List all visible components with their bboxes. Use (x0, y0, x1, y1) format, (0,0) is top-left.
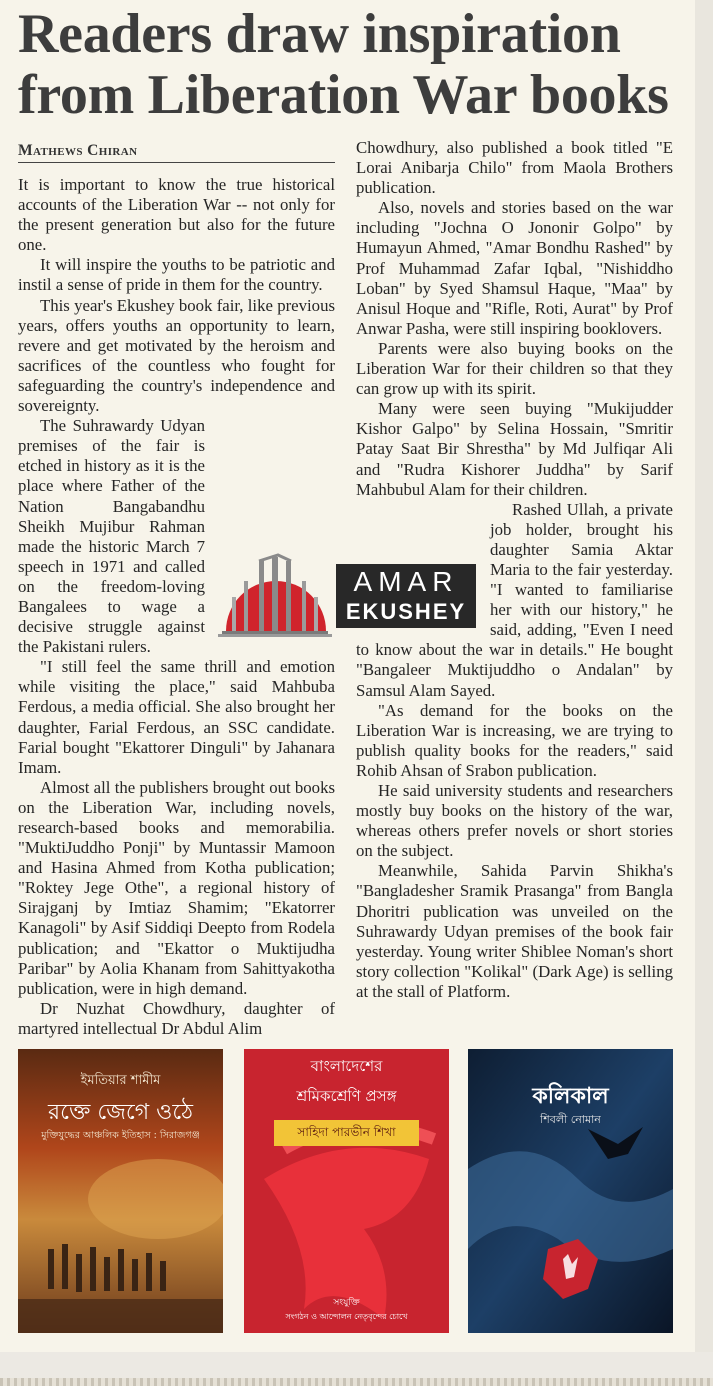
page-bottom-margin (0, 1352, 713, 1386)
cover2-title-line1: বাংলাদেশের (310, 1057, 383, 1075)
book-cover-rokte-jege-othe (18, 1049, 223, 1333)
logo-text-box (336, 564, 476, 628)
paragraph: Chowdhury, also published a book titled "E Lorai Anibarja Chilo" from Maola Brothers publication. (356, 138, 673, 198)
paragraph: This year's Ekushey book fair, like previous years, offers youths an opportunity to learn, revere and get motivated by the heroism and sacrifices of the countless who fought for safeguarding the country's independence and sovereignty. (18, 295, 335, 416)
paragraph: Also, novels and stories based on the war including "Jochna O Jononir Golpo" by Humayun Ahmed, "Amar Bondhu Rashed" by Prof Muhammad Zafar Iqbal, "Nishiddho Loban" by Syed Shamsul Haque, "Maa" by Anisul Hoque and "Rifle, Roti, Aurat" by Prof Anwar Pasha, were still inspiring booklovers. (356, 198, 673, 338)
paragraph: Rashed Ullah, a private job holder, brought his daughter Samia Aktar Maria to the fair yesterday. "I wanted to familiarise her with our history," he said, adding, "Even I need to know about the war in details." He bought "Bangaleer Muktijuddho o Andalan" by Samsul Alam Sayed. (356, 499, 673, 700)
book-cover-sramik-prasanga (244, 1049, 449, 1333)
paragraph: "As demand for the books on the Liberation War is increasing, we are trying to publish quality books for the readers," said Rohib Ahsan of Srabon publication. (356, 700, 673, 780)
cover3-title: কলিকাল (532, 1084, 609, 1109)
paragraph: The Suhrawardy Udyan premises of the fair is etched in history as it is the place where Father of the Nation Bangabandhu Sheikh Mujibur Rahman made the historic March 7 speech in 1971 and called on the freedom-loving Bangalees to wage a decisive struggle against the Pakistani rulers. (18, 416, 205, 657)
page-right-margin (695, 0, 713, 1352)
paragraph: Many were seen buying "Mukijudder Kishor Galpo" by Selina Hossain, "Smritir Patay Saat Bir Shrestha" by Md Julfiqar Ali and "Rudra Kishorer Juddha" by Sarif Mahbubul Alam for their children. (356, 399, 673, 499)
scan-artifact (0, 1378, 713, 1386)
headline: Readers draw inspiration from Liberation War books (18, 3, 669, 126)
paragraph: It is important to know the true historical accounts of the Liberation War -- not only for the present generation but also for the future one. (18, 175, 335, 255)
paragraph: "I still feel the same thrill and emotion while visiting the place," said Mahbuba Ferdous, a media official. She also brought her daughter, Farial Ferdous, an SSC candidate. Farial bought "Ekattorer Dinguli" by Jahanara Imam. (18, 657, 335, 777)
paragraph: Parents were also buying books on the Liberation War for their children so that they can grow up with its spirit. (356, 338, 673, 399)
paragraph: Almost all the publishers brought out books on the Liberation War, including novels, research-based books and memorabilia. "MuktiJuddho Ponji" by Muntassir Mamoon and Hasina Ahmed from Kotha publication; "Roktey Jege Othe", a regional history of Sirajganj by Imtiaz Shamim; "Ekatorrer Kanagoli" by Asif Siddiqi Deepto from Rodela publication; and "Ekattor o Muktijudha Paribar" by Aolia Khanam from Sahittyakotha publication, were in high demand. (18, 777, 335, 998)
cover2-author: সাহিদা পারভীন শিখা (297, 1125, 396, 1139)
byline: Mathews Chiran (18, 142, 335, 163)
cover1-subtitle: মুক্তিযুদ্ধের আঞ্চলিক ইতিহাস : সিরাজগঞ্জ (41, 1130, 200, 1141)
paragraph: Meanwhile, Sahida Parvin Shikha's "Bangladesher Sramik Prasanga" from Bangla Dhoritri publication was unveiled on the Suhrawardy Udyan premises of the book fair yesterday. Young writer Shiblee Noman's short story collection "Kolikal" (Dark Age) is selling at the stall of Platform. (356, 861, 673, 1001)
cover2-title-line2: শ্রমিকশ্রেণি প্রসঙ্গ (296, 1087, 397, 1105)
cover2-footer-line1: সংযুক্তি (333, 1298, 360, 1308)
paragraph: He said university students and researchers mostly buy books on the history of the war, whereas others prefer novels or short stories on the subject. (356, 781, 673, 861)
amar-ekushey-logo (214, 553, 479, 638)
cover1-author: ইমতিয়ার শামীম (80, 1073, 161, 1088)
cover3-author: শিবলী নোমান (540, 1113, 601, 1126)
cover1-title: রক্তে জেগে ওঠে (48, 1100, 193, 1125)
paragraph: It will inspire the youths to be patriotic and instil a sense of pride in them for the country. (18, 255, 335, 295)
book-cover-kolikal (468, 1049, 673, 1333)
logo-amar: AMAR (353, 566, 459, 597)
logo-ekushey: EKUSHEY (345, 599, 467, 624)
shaheed-minar-icon (214, 553, 336, 638)
cover2-footer-line2: সংগঠন ও আন্দোলন নেতৃবৃন্দের চোখে (285, 1312, 408, 1321)
paragraph: Dr Nuzhat Chowdhury, daughter of martyred intellectual Dr Abdul Alim (18, 998, 335, 1038)
